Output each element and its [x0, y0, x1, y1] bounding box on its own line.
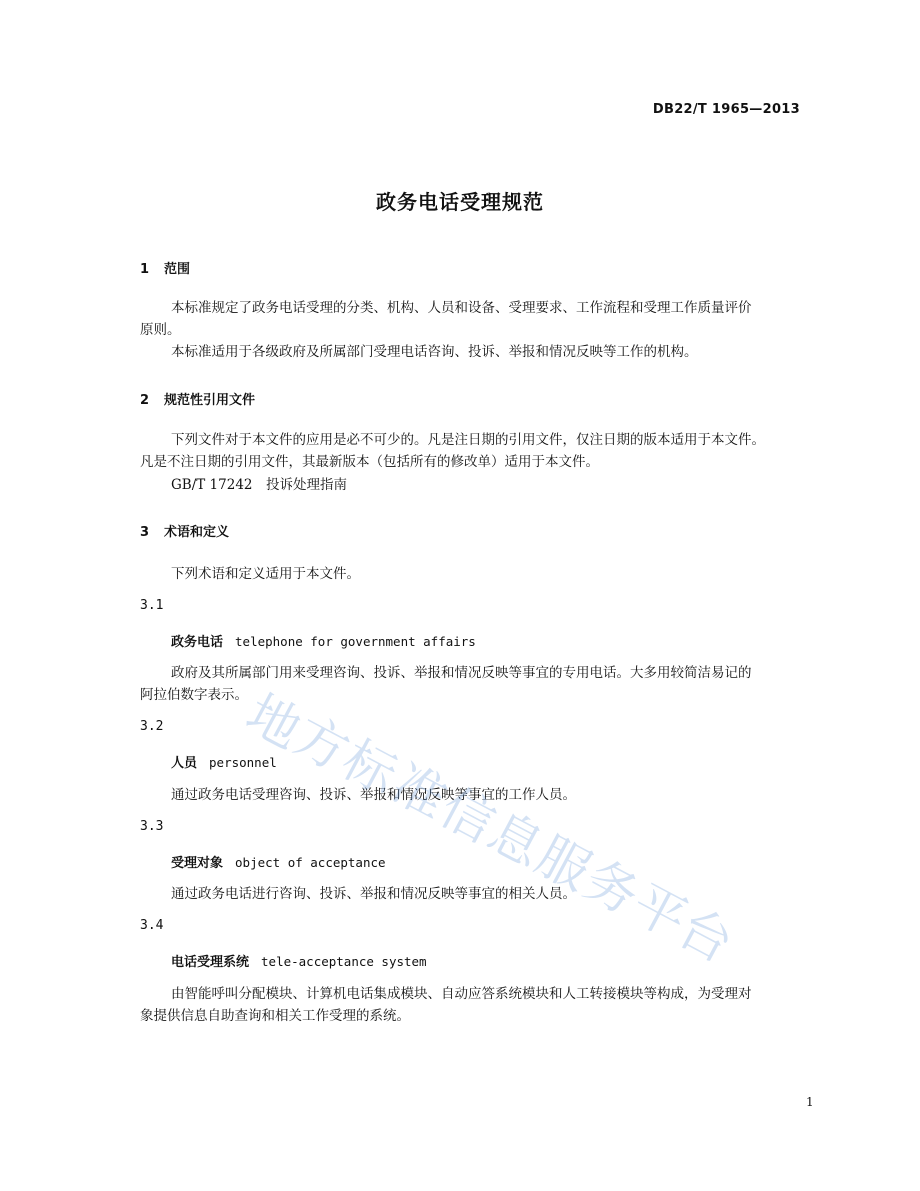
section-2-paragraph-1-line-1: 下列文件对于本文件的应用是必不可少的。凡是注日期的引用文件，仅注日期的版本适用于本文件。 — [171, 432, 765, 448]
watermark-char: 息 — [478, 801, 553, 880]
term-chinese: 电话受理系统 — [171, 955, 250, 970]
term-chinese: 受理对象 — [171, 856, 224, 871]
term-definition-line-1: 通过政务电话受理咨询、投诉、举报和情况反映等事宜的工作人员。 — [171, 787, 576, 803]
section-3-heading — [140, 521, 229, 540]
watermark-char: 平 — [622, 873, 697, 952]
term-english: object of acceptance — [235, 855, 386, 870]
watermark-char: 台 — [668, 897, 743, 976]
watermark-char: 标 — [332, 729, 407, 808]
term-definition-line-1: 通过政务电话进行咨询、投诉、举报和情况反映等事宜的相关人员。 — [171, 886, 576, 902]
normative-reference: GB/T 17242 投诉处理指南 — [171, 477, 347, 493]
term-entry — [171, 852, 386, 871]
section-number: 2 — [140, 393, 150, 408]
section-1-paragraph-1-line-2: 原则。 — [140, 322, 181, 338]
watermark-char: 信 — [430, 777, 505, 856]
section-title: 规范性引用文件 — [164, 393, 256, 408]
section-number: 3 — [140, 525, 150, 540]
term-definition-line-1: 政府及其所属部门用来受理咨询、投诉、举报和情况反映等事宜的专用电话。大多用较简洁易记的 — [171, 665, 752, 681]
section-2-paragraph-1-line-2: 凡是不注日期的引用文件，其最新版本（包括所有的修改单）适用于本文件。 — [140, 454, 599, 470]
watermark-char: 地 — [236, 683, 311, 762]
term-english: tele-acceptance system — [261, 954, 427, 969]
term-entry — [171, 631, 476, 650]
section-1-paragraph-1-line-1: 本标准规定了政务电话受理的分类、机构、人员和设备、受理要求、工作流程和受理工作质量评价 — [171, 300, 752, 316]
term-number: 3.3 — [140, 819, 164, 834]
watermark-char: 务 — [574, 849, 649, 928]
term-number: 3.1 — [140, 598, 164, 613]
term-number: 3.2 — [140, 719, 164, 734]
term-definition-line-2: 阿拉伯数字表示。 — [140, 687, 248, 703]
term-chinese: 人员 — [171, 756, 198, 771]
standard-code: DB22/T 1965—2013 — [652, 102, 800, 117]
section-1-paragraph-2: 本标准适用于各级政府及所属部门受理电话咨询、投诉、举报和情况反映等工作的机构。 — [171, 344, 698, 360]
document-title: 政务电话受理规范 — [376, 190, 544, 214]
section-1-heading — [140, 258, 190, 277]
section-number: 1 — [140, 262, 150, 277]
term-definition-line-1: 由智能呼叫分配模块、计算机电话集成模块、自动应答系统模块和人工转接模块等构成，为受理对 — [171, 986, 752, 1002]
section-title: 范围 — [164, 262, 191, 277]
term-english: personnel — [209, 755, 277, 770]
term-entry — [171, 752, 277, 771]
section-title: 术语和定义 — [164, 525, 230, 540]
watermark-char: 准 — [382, 753, 457, 832]
term-english: telephone for government affairs — [235, 634, 476, 649]
term-number: 3.4 — [140, 918, 164, 933]
term-entry — [171, 951, 427, 970]
section-2-heading — [140, 389, 255, 408]
term-chinese: 政务电话 — [171, 635, 224, 650]
watermark-char: 服 — [526, 825, 601, 904]
watermark-char: 方 — [284, 705, 359, 784]
section-3-intro: 下列术语和定义适用于本文件。 — [171, 566, 360, 582]
term-definition-line-2: 象提供信息自助查询和相关工作受理的系统。 — [140, 1008, 410, 1024]
page-number: 1 — [806, 1095, 814, 1109]
